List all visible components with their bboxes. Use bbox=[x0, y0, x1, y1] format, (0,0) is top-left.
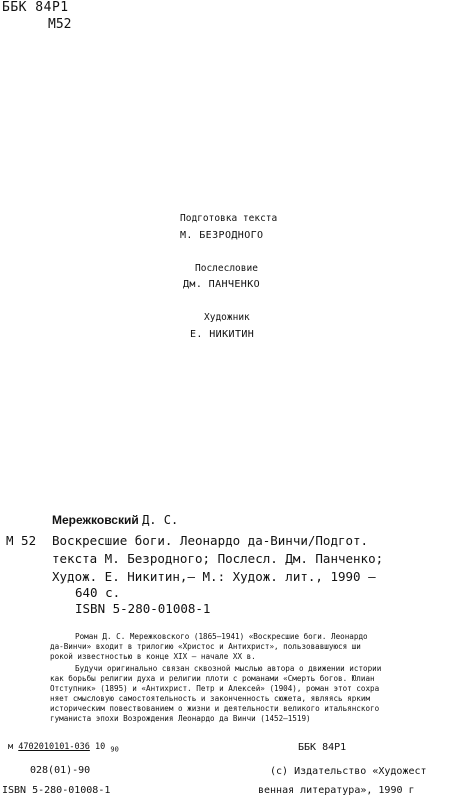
catalog-line-1: Воскресшие боги. Леонардо да-Винчи/Подгот. bbox=[52, 533, 369, 548]
annotation-line-1: Роман Д. С. Мережковского (1865—1941) «Воскресшие боги. Леонардо bbox=[75, 632, 368, 641]
credit-label-text-preparation: Подготовка текста bbox=[180, 213, 278, 224]
annotation-line-5: как борьбы религии духа и религии плоти с романами «Смерть богов. Юлиан bbox=[50, 674, 375, 683]
code-suffix: 10 bbox=[95, 742, 106, 752]
code-number: 4702010101-036 bbox=[18, 742, 90, 752]
catalog-line-2: текста М. Безродного; Послесл. Дм. Панченко; bbox=[52, 551, 384, 566]
publication-code bbox=[8, 742, 119, 754]
credit-name-text-preparation: М. БЕЗРОДНОГО bbox=[180, 230, 264, 241]
isbn-bottom: ISBN 5-280-01008-1 bbox=[2, 785, 111, 796]
annotation-line-4: Будучи оригинально связан сквозной мыслью автора о движении истории bbox=[75, 664, 382, 673]
copyright-line-1: (с) Издательство «Художест bbox=[270, 766, 427, 777]
annotation-line-6: Отступник» (1895) и «Антихрист. Петр и Алексей» (1904), роман этот сохра bbox=[50, 684, 380, 693]
catalog-isbn: ISBN 5-280-01008-1 bbox=[75, 601, 211, 616]
author-initials: Д. С. bbox=[142, 513, 179, 527]
author-surname: Мережковский bbox=[52, 513, 139, 527]
annotation-line-9: гуманиста эпохи Возрождения Леонардо да Винчи (1452—1519) bbox=[50, 714, 311, 723]
credit-name-afterword: Дм. ПАНЧЕНКО bbox=[183, 279, 261, 290]
author-sign-code-top: М52 bbox=[48, 17, 72, 32]
catalog-line-3: Худож. Е. Никитин,— М.: Худож. лит., 1990 — bbox=[52, 569, 376, 584]
bbk-code-bottom: ББК 84Р1 bbox=[298, 742, 347, 753]
annotation-line-3: рокой известностью в конце XIX — начале XX в. bbox=[50, 652, 256, 661]
copyright-line-2: венная литература», 1990 г bbox=[258, 785, 415, 796]
catalog-author bbox=[52, 513, 178, 527]
credit-name-illustrator: Е. НИКИТИН bbox=[190, 329, 255, 340]
library-code: 028(01)-90 bbox=[30, 765, 91, 776]
annotation-line-8: историческим повествованием о жизни и деятельности великого итальянского bbox=[50, 704, 380, 713]
credit-label-illustrator: Художник bbox=[204, 312, 250, 323]
annotation-line-2: да-Винчи» входит в трилогию «Христос и Антихрист», пользовавшуюся ши bbox=[50, 642, 361, 651]
code-prefix: м bbox=[8, 742, 14, 752]
catalog-line-4: 640 с. bbox=[75, 585, 121, 600]
bbk-code-top: ББК 84Р1 bbox=[2, 0, 69, 15]
author-sign-code: М 52 bbox=[6, 533, 37, 548]
code-year: 90 bbox=[110, 745, 119, 754]
credit-label-afterword: Послесловие bbox=[195, 263, 258, 274]
annotation-line-7: няет смысловую самостоятельность и законченность сюжета, являясь ярким bbox=[50, 694, 371, 703]
